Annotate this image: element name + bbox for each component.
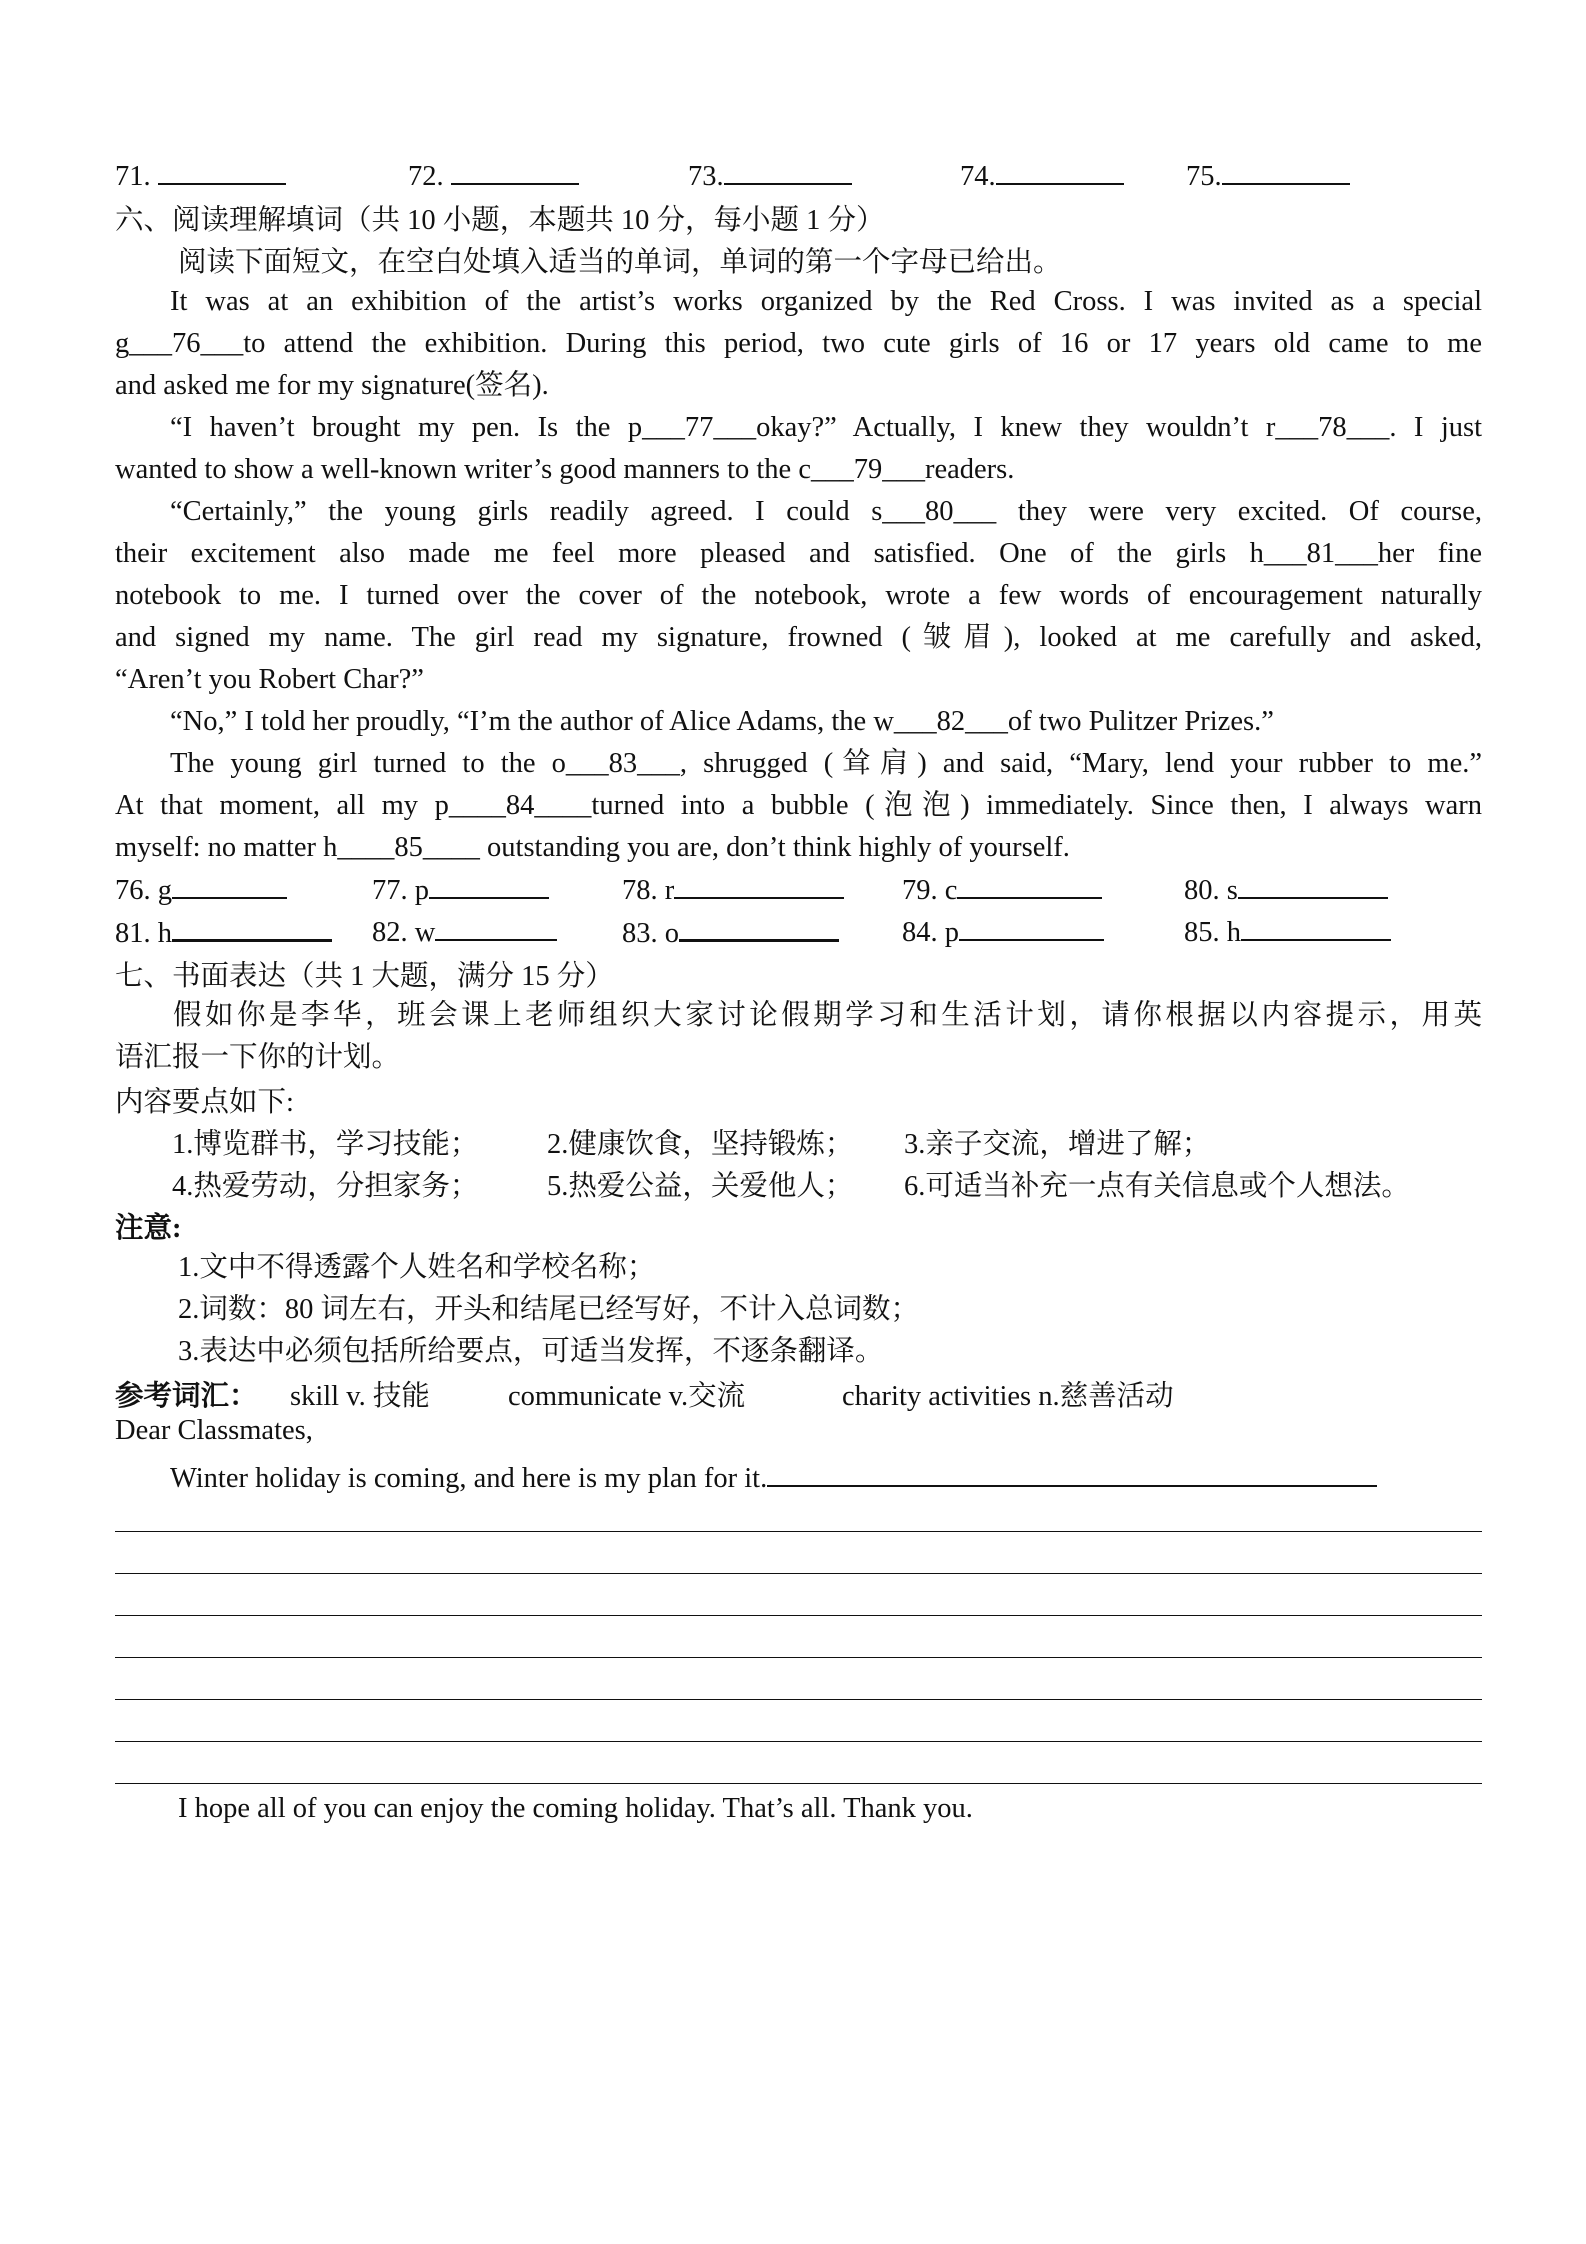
answer-blank-79[interactable]: 79. c xyxy=(902,869,1102,907)
prompt-line: 语汇报一下你的计划。 xyxy=(115,1042,401,1073)
section6-instruction: 阅读下面短文，在空白处填入适当的单词，单词的第一个字母已给出。 xyxy=(178,247,1062,278)
notes-title: 注意: xyxy=(115,1213,182,1244)
passage-line: “No,” I told her proudly, “I’m the author of Alice Adams, the w___82___of two Pulitzer Prizes.” xyxy=(170,706,1274,737)
point-item: 1.博览群书，学习技能； xyxy=(172,1129,479,1160)
point-item: 2.健康饮食，坚持锻炼； xyxy=(547,1129,854,1160)
passage-line: At that moment, all my p____84____turned into a bubble (泡泡) immediately. Since then, I always warn xyxy=(115,790,1482,821)
passage-line: “Aren’t you Robert Char?” xyxy=(115,664,424,695)
answer-blank-74[interactable]: 74. xyxy=(960,155,1124,193)
passage-line: and asked me for my signature(签名). xyxy=(115,370,549,401)
vocab-row xyxy=(0,1373,1586,1415)
answer-blank-80[interactable]: 80. s xyxy=(1184,869,1388,907)
letter-opening: Winter holiday is coming, and here is my plan for it. xyxy=(170,1463,768,1494)
answer-row-81-85 xyxy=(0,911,1586,953)
vocab-label: 参考词汇： xyxy=(115,1381,258,1412)
answer-blank-85[interactable]: 85. h xyxy=(1184,911,1391,949)
vocab-item: communicate v.交流 xyxy=(508,1381,746,1412)
answer-blank-72[interactable]: 72. xyxy=(408,155,579,193)
writing-line[interactable] xyxy=(115,1741,1482,1742)
answer-blank-73[interactable]: 73. xyxy=(688,155,852,193)
point-item: 5.热爱公益，关爱他人； xyxy=(547,1171,854,1202)
writing-line[interactable] xyxy=(115,1573,1482,1574)
passage-line: The young girl turned to the o___83___, shrugged (耸肩) and said, “Mary, lend your rubber to me.” xyxy=(170,748,1482,779)
passage-line: “Certainly,” the young girls readily agreed. I could s___80___ they were very excited. Of course, xyxy=(170,496,1482,527)
points-title: 内容要点如下: xyxy=(115,1087,294,1118)
answer-blank-82[interactable]: 82. w xyxy=(372,911,557,949)
note-item: 2.词数：80 词左右，开头和结尾已经写好，不计入总词数； xyxy=(178,1294,920,1325)
answer-row-76-80 xyxy=(0,869,1586,911)
note-item: 1.文中不得透露个人姓名和学校名称； xyxy=(178,1252,656,1283)
writing-line[interactable] xyxy=(115,1699,1482,1700)
answer-blank-78[interactable]: 78. r xyxy=(622,869,844,907)
passage-line: notebook to me. I turned over the cover of the notebook, wrote a few words of encouragement naturally xyxy=(115,580,1482,611)
point-item: 6.可适当补充一点有关信息或个人想法。 xyxy=(904,1171,1410,1202)
points-row-2 xyxy=(0,1163,1586,1205)
passage-line: wanted to show a well-known writer’s good manners to the c___79___readers. xyxy=(115,454,1015,485)
writing-prompt xyxy=(115,995,1482,1079)
passage-line: their excitement also made me feel more pleased and satisfied. One of the girls h___81___her fine xyxy=(115,538,1482,569)
letter-greeting: Dear Classmates, xyxy=(115,1415,313,1446)
writing-line[interactable] xyxy=(115,1531,1482,1532)
notes-list xyxy=(178,1247,919,1373)
writing-line[interactable] xyxy=(115,1657,1482,1658)
passage-line: and signed my name. The girl read my signature, frowned (皱眉), looked at me carefully and asked, xyxy=(115,622,1482,653)
letter-opening-row xyxy=(170,1457,1377,1495)
answer-blank-81[interactable]: 81. h xyxy=(115,911,332,950)
section6-heading: 六、阅读理解填词（共 10 小题，本题共 10 分，每小题 1 分） xyxy=(115,205,885,236)
vocab-item: skill v. 技能 xyxy=(290,1381,430,1412)
section7-heading: 七、书面表达（共 1 大题，满分 15 分） xyxy=(115,961,614,992)
note-item: 3.表达中必须包括所给要点，可适当发挥，不逐条翻译。 xyxy=(178,1336,884,1367)
answer-blank-76[interactable]: 76. g xyxy=(115,869,287,907)
vocab-item: charity activities n.慈善活动 xyxy=(842,1381,1174,1412)
answer-blank-77[interactable]: 77. p xyxy=(372,869,549,907)
writing-line-inline[interactable] xyxy=(767,1457,1377,1487)
point-item: 3.亲子交流，增进了解； xyxy=(904,1129,1211,1160)
answer-blank-83[interactable]: 83. o xyxy=(622,911,839,950)
answer-row-71-75 xyxy=(0,155,1586,195)
passage-line: g___76___to attend the exhibition. During this period, two cute girls of 16 or 17 years old came to me xyxy=(115,328,1482,359)
answer-blank-71[interactable]: 71. xyxy=(115,155,286,193)
points-row-1 xyxy=(0,1121,1586,1163)
writing-line[interactable] xyxy=(115,1783,1482,1784)
letter-closing: I hope all of you can enjoy the coming holiday. That’s all. Thank you. xyxy=(178,1793,973,1824)
passage-line: “I haven’t brought my pen. Is the p___77___okay?” Actually, I knew they wouldn’t r___78___. I just xyxy=(170,412,1482,443)
prompt-line: 假如你是李华，班会课上老师组织大家讨论假期学习和生活计划，请你根据以内容提示，用英 xyxy=(173,1000,1482,1031)
answer-blank-84[interactable]: 84. p xyxy=(902,911,1104,949)
passage-line: It was at an exhibition of the artist’s works organized by the Red Cross. I was invited as a special xyxy=(170,286,1482,317)
point-item: 4.热爱劳动，分担家务； xyxy=(172,1171,479,1202)
passage-line: myself: no matter h____85____ outstanding you are, don’t think highly of yourself. xyxy=(115,832,1070,863)
passage xyxy=(115,281,1482,869)
writing-line[interactable] xyxy=(115,1615,1482,1616)
answer-blank-75[interactable]: 75. xyxy=(1186,155,1350,193)
